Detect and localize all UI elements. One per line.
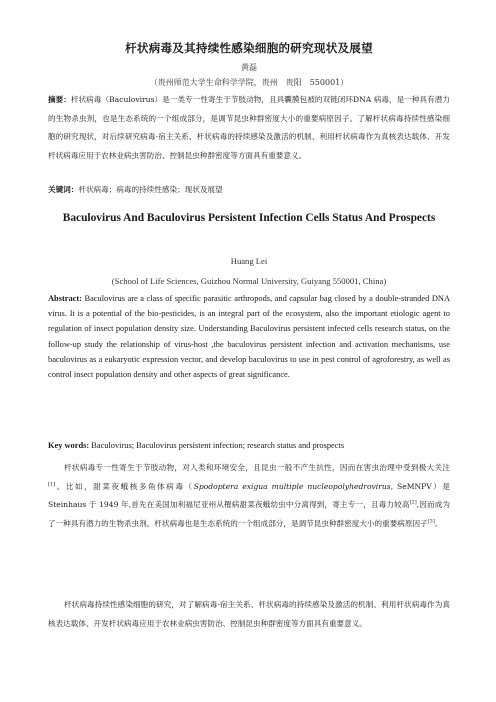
citation-3: [3] — [427, 518, 435, 525]
chinese-title: 杆状病毒及其持续性感染细胞的研究现状及展望 — [125, 41, 373, 55]
para1-text-d: ,因而成为了一种具有潜力的生物杀虫剂。杆状病毒也是生态系统的一个组成部分，是调节昆虫种群密度大小的重要病原因子 — [48, 500, 450, 528]
chinese-abstract-label: 摘要： — [48, 95, 71, 104]
chinese-keywords-label: 关键词： — [48, 185, 79, 194]
english-abstract-text: Baculovirus are a class of specific parasitic arthropods, and capsular bag closed by a double-stranded DNA virus. It is a potential of the bio-pesticides, is an integral part of the ecosystem, also the important etiologic agent to regulation of insect population density size. Understanding Baculovirus persistent infected cells research status, on the follow-up study the relationship of virus-host ,the baculovirus persistent infection and activation mechanisms, use baculovirus as a eukaryotic expression vector, and develop baculovirus to use in pest control of agroforestry, as well as control insect population density and other aspects of great significance. — [48, 294, 450, 380]
chinese-affiliation: （贵州师范大学生命科学学院，贵州 贵阳 550001） — [149, 78, 349, 87]
english-keywords — [48, 441, 450, 450]
english-abstract — [48, 291, 450, 382]
chinese-abstract-text: 杆状病毒（Baculovirus）是一类专一性寄生于节肢动物，且具囊膜包被的双链闭环DNA 病毒，是一种具有潜力的生物杀虫剂，也是生态系统的一个组成部分，是调节昆虫种群密度大小的重要病原因子。了解杆状病毒持续性感染细胞的研究现状，对后续研究病毒-宿主关系、杆状病毒的持续感染及激活的机制、利用杆状病毒作为真核表达载体、开发杆状病毒应用于农林业病虫害防治、控制昆虫种群密度等方面具有重要意义。 — [48, 95, 450, 160]
chinese-author: 黄磊 — [241, 63, 257, 72]
english-abstract-label: Abstract: — [48, 294, 82, 303]
english-title: Baculovirus And Baculovirus Persistent Infection Cells Status And Prospects — [62, 212, 436, 224]
body-paragraph-2: 杆状病毒持续性感染细胞的研究，对了解病毒-宿主关系、杆状病毒的持续感染及激活的机制、利用杆状病毒作为真核表达载体、开发杆状病毒应用于农林业病虫害防治、控制昆虫种群密度等方面具有重要意义。 — [48, 600, 450, 628]
chinese-abstract — [48, 91, 450, 165]
species-name: Spodoptera exigua multiple nucleopolyhedrovirus, — [193, 481, 394, 491]
english-keywords-label: Key words: — [48, 441, 90, 450]
english-keywords-text: Baculovirus; Baculovirus persistent infection; research status and prospects — [89, 441, 345, 450]
para1-text-a: 杆状病毒专一性寄生于节肢动物，对人类和环境安全，且昆虫一般不产生抗性，因而在害虫治理中受到极大关注 — [64, 463, 450, 472]
chinese-keywords-text: 杆状病毒；病毒的持续性感染；现状及展望 — [78, 185, 223, 194]
citation-2: [2] — [409, 499, 417, 506]
english-author: Huang Lei — [230, 256, 268, 266]
body-paragraph-1 — [48, 459, 450, 533]
para1-text-b: 。比如，甜菜夜蛾核多角体病毒（ — [55, 481, 194, 491]
citation-1: [1] — [48, 481, 56, 488]
para1-text-e: 。 — [434, 518, 443, 528]
chinese-keywords — [48, 184, 450, 195]
para1-text-c: SeMNPV）是 Steinhaus 于 1949 年,首先在美国加利福尼亚州从罹病甜菜夜蛾幼虫中分离得到，寄主专一，且毒力较高 — [48, 481, 450, 510]
english-affiliation: (School of Life Sciences, Guizhou Normal University, Guiyang 550001, China) — [111, 276, 387, 286]
